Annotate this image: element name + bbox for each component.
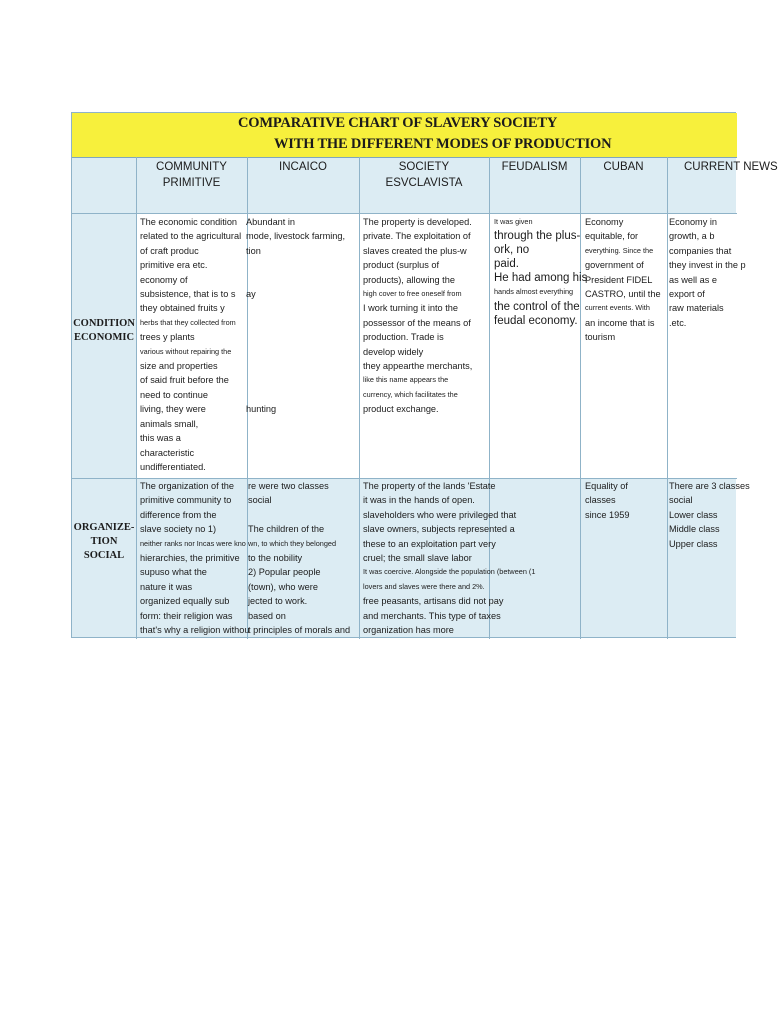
cell-line: currency, which facilitates the [363, 389, 458, 399]
cell-line: neither ranks nor Incas were kno [140, 538, 246, 548]
cell-line: this was a [140, 433, 181, 444]
cell-line: primitive era etc. [140, 260, 208, 271]
cell-line [246, 359, 345, 373]
cell-line: Economy [585, 217, 624, 227]
cell-economic-primitive [140, 215, 241, 474]
cell-economic-feudalism [494, 215, 587, 328]
cell-line: product exchange. [363, 404, 439, 415]
cell-line: size and properties [140, 361, 218, 372]
row-label-social: ORGANIZE- TION SOCIAL [73, 522, 135, 561]
cell-line: characteristic [140, 447, 195, 458]
cell-line: various without repairing the [140, 346, 232, 356]
cell-line: they invest in the p [669, 260, 746, 271]
cell-line: Equality of [585, 481, 628, 491]
cell-line: the control of the [494, 300, 580, 313]
cell-line: product (surplus of [363, 260, 440, 271]
cell-line: trees y plants [140, 332, 195, 343]
cell-line: companies that [669, 245, 732, 256]
header-primitive: COMMUNITY PRIMITIVE [156, 161, 227, 189]
header-feudalism: FEUDALISM [501, 161, 568, 173]
cell-line [246, 330, 345, 344]
cell-line: feudal economy. [494, 314, 578, 327]
cell-economic-current [669, 215, 746, 330]
cell-line [246, 316, 345, 330]
cell-line: products), allowing the [363, 274, 455, 285]
cell-line: undifferentiated. [140, 461, 206, 472]
cell-line: raw materials [669, 303, 724, 314]
cell-line: nature it was [140, 581, 193, 592]
title-line-2: WITH THE DIFFERENT MODES OF PRODUCTION [274, 136, 612, 152]
header-slavery: SOCIETY ESVCLAVISTA [385, 161, 463, 189]
cell-line: government of [585, 260, 644, 271]
comparison-table [71, 112, 778, 638]
cell-line: primitive community to [140, 495, 232, 506]
cell-line: 2) Popular people [248, 567, 321, 578]
cell-line: through the plus- [494, 230, 581, 243]
cell-line: Economy in [669, 217, 718, 227]
cell-line: develop widely [363, 346, 424, 357]
cell-line: (town), who were [248, 581, 318, 592]
cell-line: hunting [246, 404, 277, 415]
cell-line [246, 345, 345, 359]
cell-line: Abundant in [246, 217, 296, 227]
cell-economic-cuban [585, 215, 661, 345]
cell-line: social [248, 495, 272, 506]
cell-line: President FIDEL [585, 274, 653, 285]
cell-line: t principles of morals and [248, 625, 351, 636]
cell-line: There are 3 classes [669, 481, 750, 491]
cell-line: slaves created the plus-w [363, 245, 467, 256]
cell-line [246, 388, 345, 402]
cell-line: He had among his [494, 272, 588, 285]
cell-line [246, 301, 345, 315]
cell-line: hierarchies, the primitive [140, 553, 240, 564]
cell-line: The children of the [248, 524, 325, 535]
cell-line: Middle class [669, 524, 720, 535]
title-line-1: COMPARATIVE CHART OF SLAVERY SOCIETY [238, 115, 558, 131]
header-incaico: INCAICO [279, 161, 327, 173]
cell-line: slave owners, subjects represented a [363, 524, 515, 535]
cell-line: Upper class [669, 538, 718, 549]
cell-line: difference from the [140, 509, 217, 520]
cell-line: The organization of the [140, 481, 234, 491]
cell-line: to the nobility [248, 553, 303, 564]
cell-line: classes [585, 495, 616, 506]
cell-line: It was given [494, 217, 533, 226]
cell-line: re were two classes [248, 481, 329, 491]
cell-line: CASTRO, until the [585, 289, 661, 300]
cell-line: free peasants, artisans did not pay [363, 596, 504, 607]
cell-social-incaico [248, 479, 350, 637]
cell-line: current events. With [585, 303, 650, 313]
cell-line: equitable, for [585, 231, 639, 242]
cell-line: high cover to free oneself from [363, 289, 462, 299]
cell-line: form: their religion was [140, 610, 233, 621]
cell-social-primitive [140, 479, 250, 637]
cell-line: I work turning it into the [363, 303, 458, 314]
cell-line: of craft produc [140, 245, 199, 256]
cell-line: The economic condition [140, 217, 238, 227]
cell-line: slave society no 1) [140, 524, 217, 535]
cell-line: The property of the lands 'Estate [363, 481, 496, 491]
cell-line: organized equally sub [140, 596, 230, 607]
cell-social-slavery [363, 479, 535, 637]
cell-line: cruel; the small slave labor [363, 553, 472, 564]
cell-line: mode, livestock farming, [246, 231, 346, 242]
cell-line: private. The exploitation of [363, 231, 471, 242]
title-band [72, 113, 737, 158]
cell-line: an income that is [585, 317, 655, 328]
cell-line: animals small, [140, 418, 199, 429]
cell-line: hands almost everything [494, 287, 574, 297]
cell-line: related to the agricultural [140, 231, 242, 242]
header-cuban: CUBAN [603, 161, 644, 173]
cell-economic-slavery [363, 215, 472, 417]
cell-line [246, 273, 345, 287]
cell-line: organization has more [363, 625, 454, 636]
cell-line: and merchants. This type of taxes [363, 610, 501, 621]
cell-line [246, 258, 345, 272]
cell-line: Lower class [669, 509, 718, 520]
cell-line: they appearthe merchants, [363, 361, 473, 372]
cell-line: everything. Since the [585, 245, 654, 255]
cell-line: paid. [494, 258, 519, 271]
cell-line: ork, no [494, 244, 530, 257]
cell-line: economy of [140, 274, 188, 285]
cell-line: It was coercive. Alongside the population (between (1 [363, 567, 536, 577]
cell-line: .etc. [669, 317, 687, 328]
cell-line: need to continue [140, 389, 208, 400]
cell-line: lovers and slaves were there and 2%. [363, 581, 485, 591]
cell-line: wn, to which they belonged [248, 538, 337, 548]
cell-line: herbs that they collected from [140, 317, 236, 327]
cell-line: supuso what the [140, 567, 207, 578]
cell-economic-incaico [246, 215, 345, 417]
cell-line: jected to work. [248, 596, 308, 607]
cell-line: as well as e [669, 274, 718, 285]
cell-line: these to an exploitation part very [363, 538, 496, 549]
cell-line: subsistence, that is to s [140, 289, 236, 300]
cell-line: The property is developed. [363, 217, 472, 227]
cell-line: tion [246, 245, 261, 256]
cell-line: production. Trade is [363, 332, 444, 343]
cell-line: slaveholders who were privileged that [363, 509, 517, 520]
cell-line: growth, a b [669, 231, 715, 242]
cell-line: export of [669, 289, 705, 300]
cell-line: that's why a religion withou [140, 625, 250, 636]
cell-line: social [669, 495, 693, 506]
cell-line: living, they were [140, 404, 206, 415]
cell-social-cuban [585, 479, 629, 522]
cell-line: since 1959 [585, 509, 630, 520]
cell-social-current [669, 479, 750, 551]
header-current: CURRENT NEWS [684, 161, 778, 173]
cell-line [248, 508, 350, 522]
cell-line: like this name appears the [363, 375, 449, 385]
cell-line: it was in the hands of open. [363, 495, 475, 506]
cell-line: they obtained fruits y [140, 303, 225, 314]
cell-line: possessor of the means of [363, 317, 471, 328]
row-label-economic: CONDITION ECONOMIC [73, 318, 135, 343]
cell-line [246, 373, 345, 387]
cell-line: tourism [585, 332, 616, 343]
cell-line: ay [246, 289, 256, 300]
cell-line: based on [248, 610, 286, 621]
cell-line: of said fruit before the [140, 375, 229, 386]
